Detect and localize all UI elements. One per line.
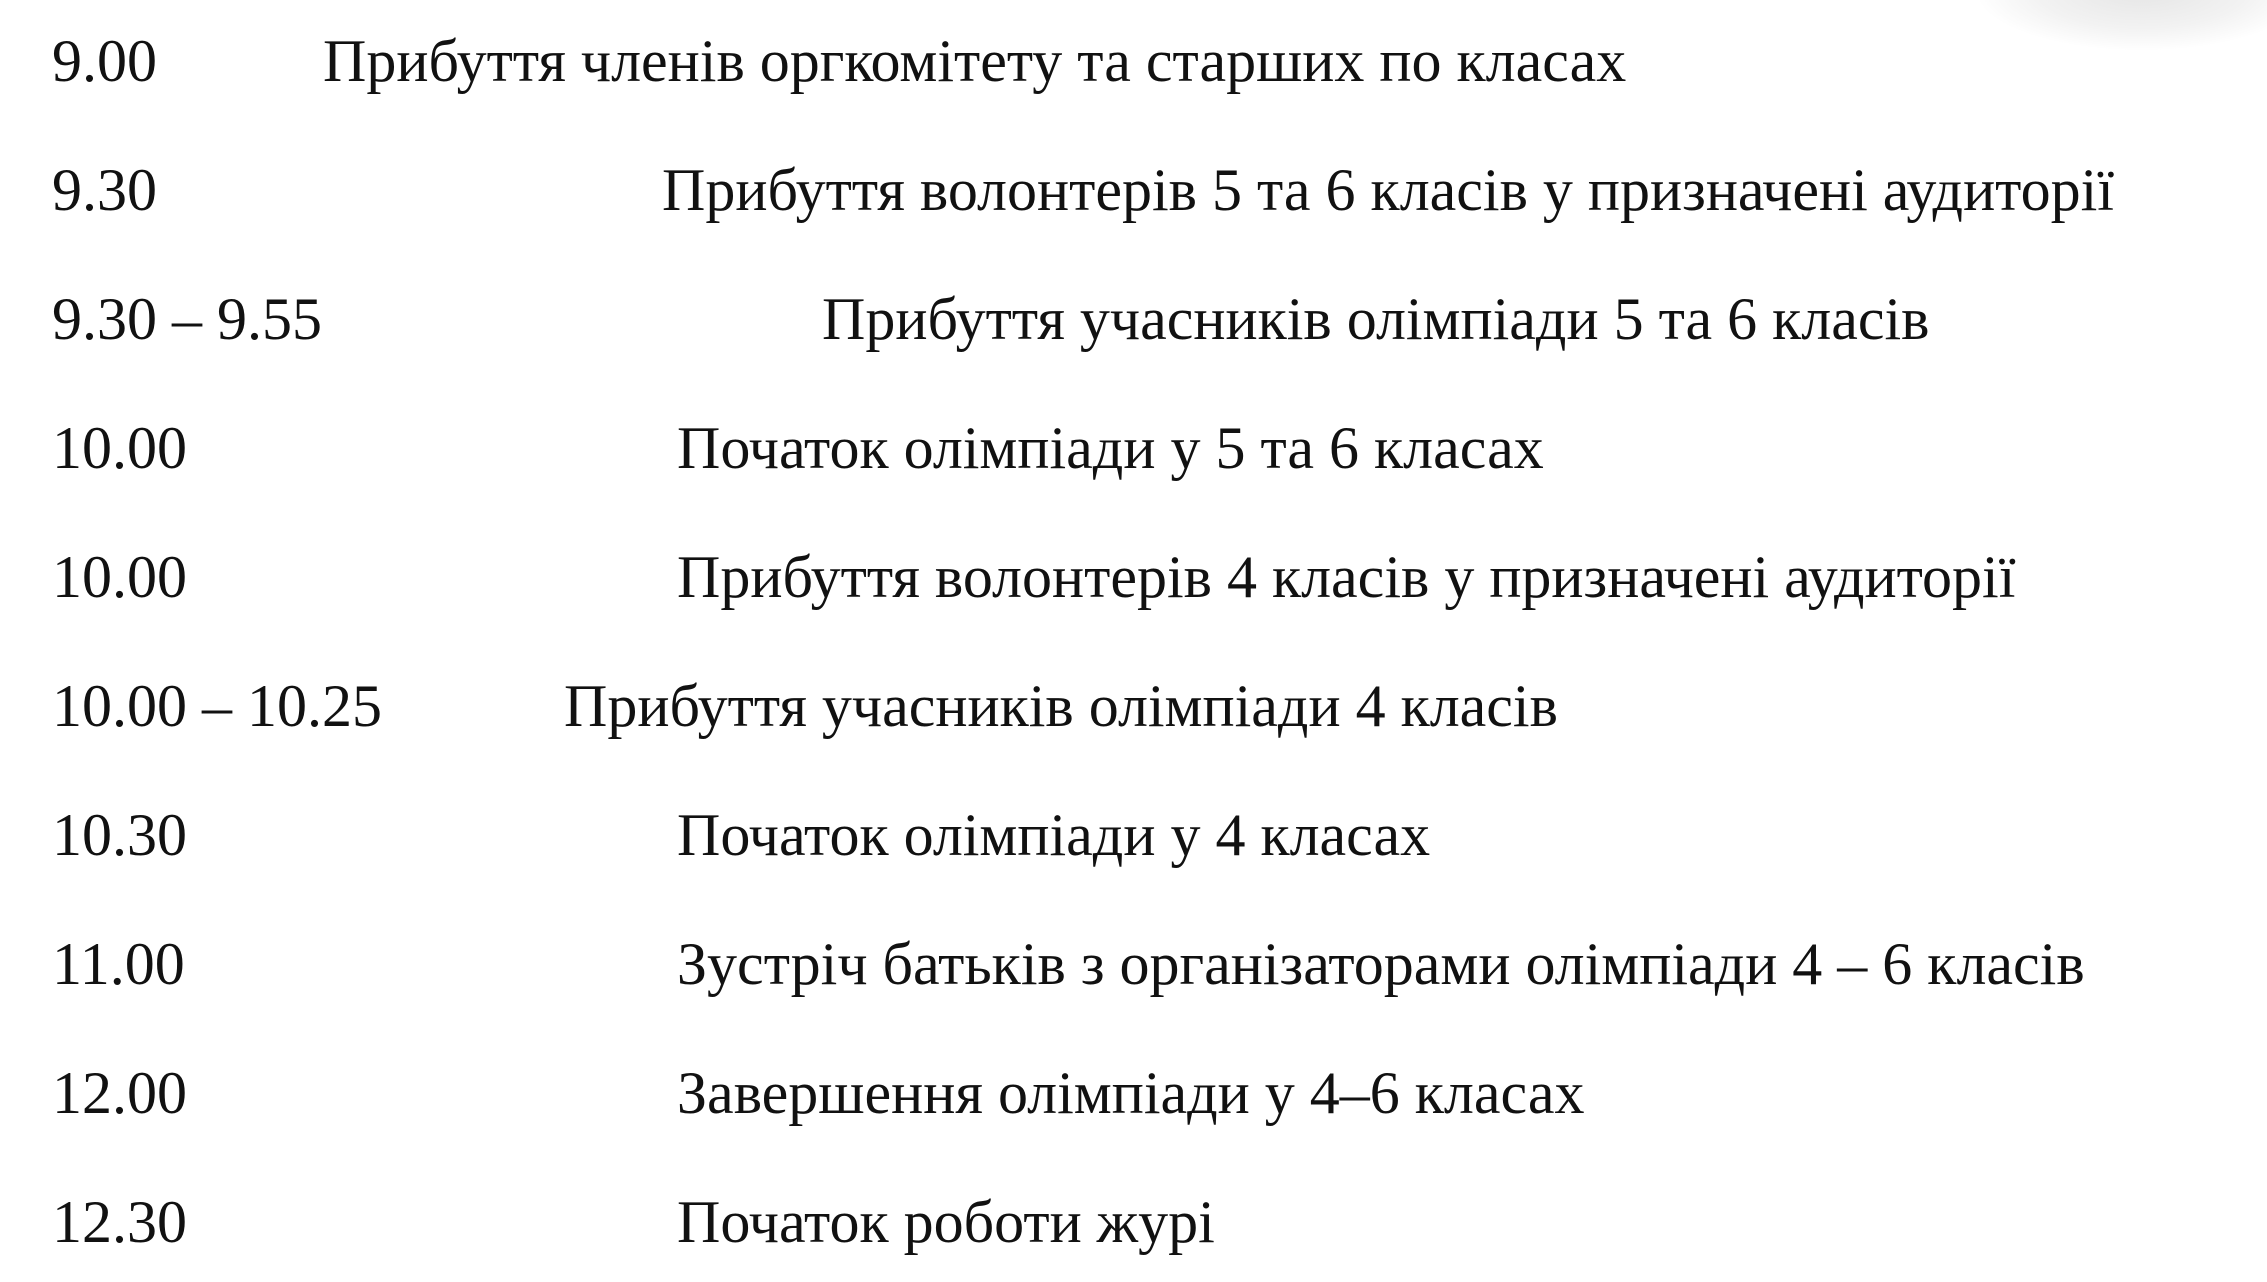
schedule-row [0, 1060, 2267, 1153]
schedule-time: 10.00 [52, 415, 187, 481]
schedule-event: Завершення олімпіади у 4–6 класах [677, 1060, 1585, 1126]
schedule-row [0, 544, 2267, 637]
schedule-event: Прибуття учасників олімпіади 4 класів [564, 673, 1558, 739]
schedule-row [0, 415, 2267, 508]
schedule-time: 12.30 [52, 1189, 187, 1255]
schedule-time: 9.00 [52, 28, 157, 94]
schedule-row [0, 931, 2267, 1024]
schedule-time: 10.00 – 10.25 [52, 673, 382, 739]
schedule-time: 9.30 [52, 157, 157, 223]
schedule-time: 12.00 [52, 1060, 187, 1126]
schedule-event: Прибуття членів оргкомітету та старших по класах [323, 28, 1627, 94]
schedule-time: 10.00 [52, 544, 187, 610]
schedule-event: Прибуття учасників олімпіади 5 та 6 класів [822, 286, 1930, 352]
schedule-row [0, 286, 2267, 379]
schedule-event: Прибуття волонтерів 5 та 6 класів у призначені аудиторії [662, 157, 2114, 223]
schedule-event: Початок олімпіади у 4 класах [677, 802, 1431, 868]
schedule-event: Початок олімпіади у 5 та 6 класах [677, 415, 1544, 481]
schedule-event: Початок роботи журі [677, 1189, 1215, 1255]
schedule-time: 11.00 [52, 931, 185, 997]
schedule-time: 9.30 – 9.55 [52, 286, 322, 352]
schedule-row [0, 28, 2267, 121]
schedule-row [0, 802, 2267, 895]
schedule-time: 10.30 [52, 802, 187, 868]
schedule-row [0, 673, 2267, 766]
schedule-row [0, 157, 2267, 250]
schedule-event: Зустріч батьків з організаторами олімпіади 4 – 6 класів [677, 931, 2085, 997]
schedule-event: Прибуття волонтерів 4 класів у призначені аудиторії [677, 544, 2016, 610]
